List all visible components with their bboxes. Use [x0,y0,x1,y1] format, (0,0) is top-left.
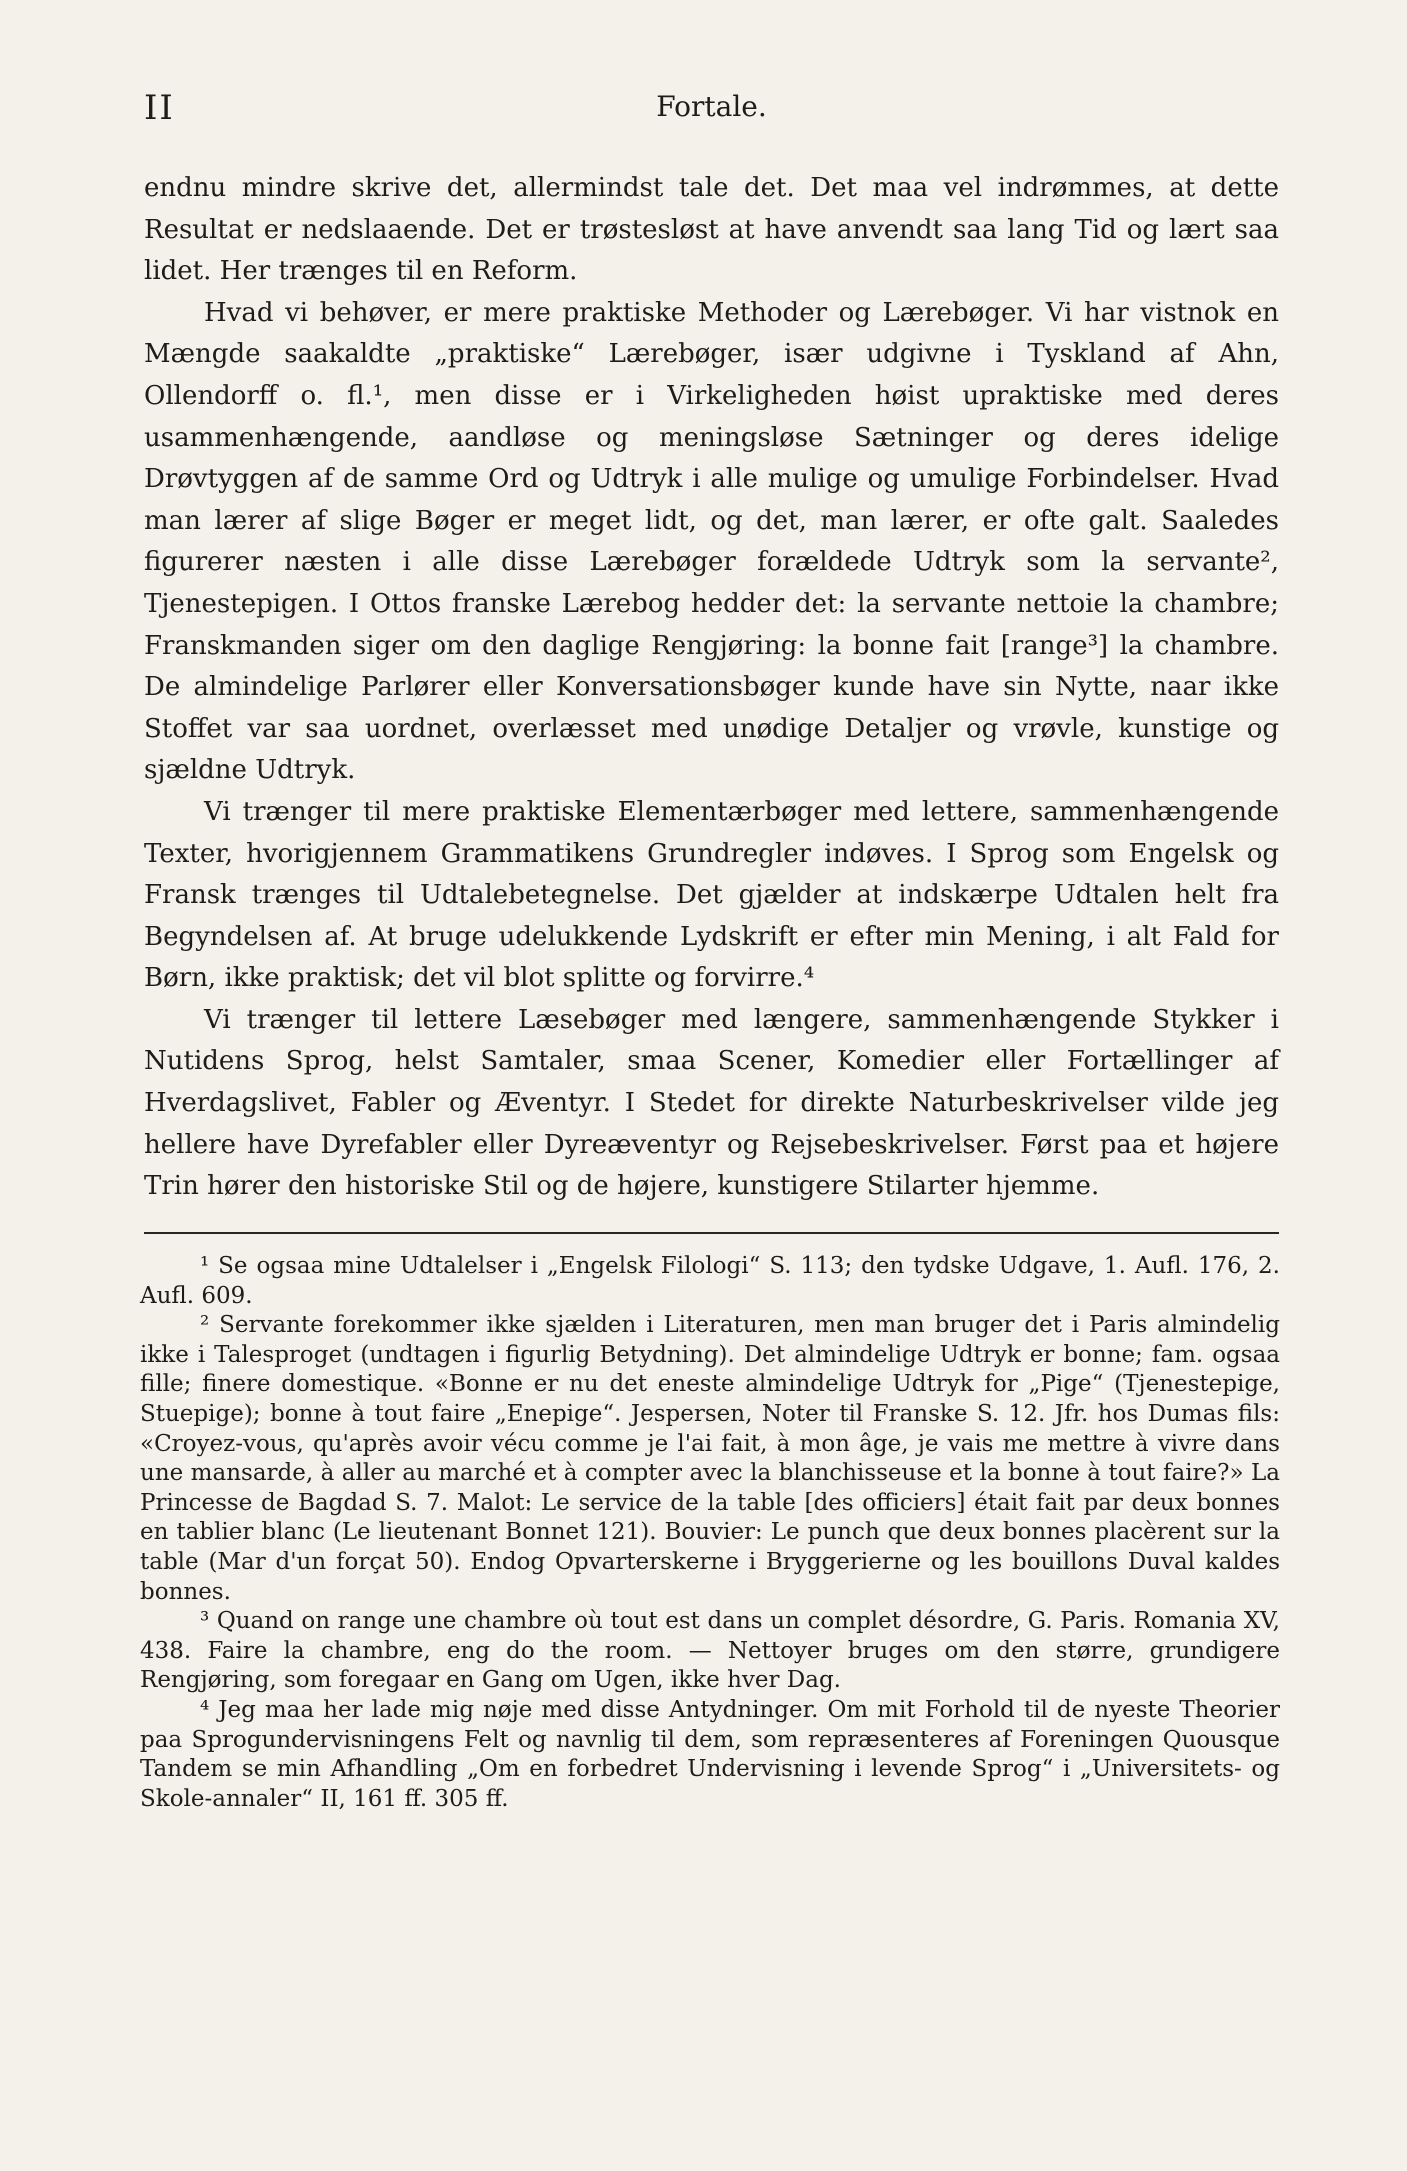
main-text [144,168,1279,1208]
paragraph: Hvad vi behøver, er mere praktiske Methoder og Lærebøger. Vi har vistnok en Mængde saakaldte „praktiske“ Lærebøger, især udgivne i Tyskland af Ahn, Ollendorff o. fl.¹, men disse er i Virkeligheden høist upraktiske med deres usammenhængende, aandløse og meningsløse Sætninger og deres idelige Drøvtyggen af de samme Ord og Udtryk i alle mulige og umulige Forbindelser. Hvad man lærer af slige Bøger er meget lidt, og det, man lærer, er ofte galt. Saaledes figurerer næsten i alle disse Lærebøger forældede Udtryk som la servante², Tjenestepigen. I Ottos franske Lærebog hedder det: la servante nettoie la chambre; Franskmanden siger om den daglige Rengjøring: la bonne fait [range³] la chambre. De almindelige Parlører eller Konversationsbøger kunde have sin Nytte, naar ikke Stoffet var saa uordnet, overlæsset med unødige Detaljer og vrøvle, kunstige og sjældne Udtryk. [144,297,1279,786]
footnote: ² Servante forekommer ikke sjælden i Literaturen, men man bruger det i Paris almindelig ikke i Talesproget (undtagen i figurlig Betydning). Det almindelige Udtryk er bonne; fam. ogsaa fille; finere domestique. «Bonne er nu det eneste almindelige Udtryk for „Pige“ (Tjenestepige, Stuepige); bonne à tout faire „Enepige“. Jespersen, Noter til Franske S. 12. Jfr. hos Dumas fils: «Croyez-vous, qu'après avoir vécu comme je l'ai fait, à mon âge, je vais me mettre à vivre dans une mansarde, à aller au marché et à compter avec la blanchisseuse et la bonne à tout faire?» La Princesse de Bagdad S. 7. Malot: Le service de la table [des officiers] était fait par deux bonnes en tablier blanc (Le lieutenant Bonnet 121). Bouvier: Le punch que deux bonnes placèrent sur la table (Mar d'un forçat 50). Endog Opvarterskerne i Bryggerierne og les bouillons Duval kaldes bonnes. [140,1312,1280,1605]
page-number: II [144,88,175,128]
footnote: ¹ Se ogsaa mine Udtalelser i „Engelsk Filologi“ S. 113; den tydske Udgave, 1. Aufl. 176, 2. Aufl. 609. [140,1253,1280,1309]
paragraph: Vi trænger til mere praktiske Elementærbøger med lettere, sammenhængende Texter, hvorigjennem Grammatikens Grundregler indøves. I Sprog som Engelsk og Fransk trænges til Udtalebetegnelse. Det gjælder at indskærpe Udtalen helt fra Begyndelsen af. At bruge udelukkende Lydskrift er efter min Mening, i alt Fald for Børn, ikke praktisk; det vil blot splitte og forvirre.⁴ [144,796,1279,994]
footnote: ³ Quand on range une chambre où tout est dans un complet désordre, G. Paris. Romania XV, 438. Faire la chambre, eng do the room. — Nettoyer bruges om den større, grundigere Rengjøring, som foregaar en Gang om Ugen, ikke hver Dag. [140,1608,1280,1694]
paragraph: Vi trænger til lettere Læsebøger med længere, sammenhængende Stykker i Nutidens Sprog, helst Samtaler, smaa Scener, Komedier eller Fortællinger af Hverdagslivet, Fabler og Æventyr. I Stedet for direkte Naturbeskrivelser vilde jeg hellere have Dyrefabler eller Dyreæventyr og Rejsebeskrivelser. Først paa et højere Trin hører den historiske Stil og de højere, kunstigere Stilarter hjemme. [144,1004,1279,1202]
running-head: Fortale. [656,90,767,123]
footnote: ⁴ Jeg maa her lade mig nøje med disse Antydninger. Om mit Forhold til de nyeste Theorier paa Sprogundervisningens Felt og navnlig til dem, som repræsenteres af Foreningen Quousque Tandem se min Afhandling „Om en forbedret Undervisning i levende Sprog“ i „Universitets- og Skole-annaler“ II, 161 ff. 305 ff. [140,1696,1280,1812]
footnotes [140,1252,1280,1814]
paragraph: endnu mindre skrive det, allermindst tale det. Det maa vel indrømmes, at dette Resultat er nedslaaende. Det er trøstesløst at have anvendt saa lang Tid og lært saa lidet. Her trænges til en Reform. [144,173,1279,287]
page-header [144,88,1279,128]
footnote-divider [144,1232,1279,1234]
